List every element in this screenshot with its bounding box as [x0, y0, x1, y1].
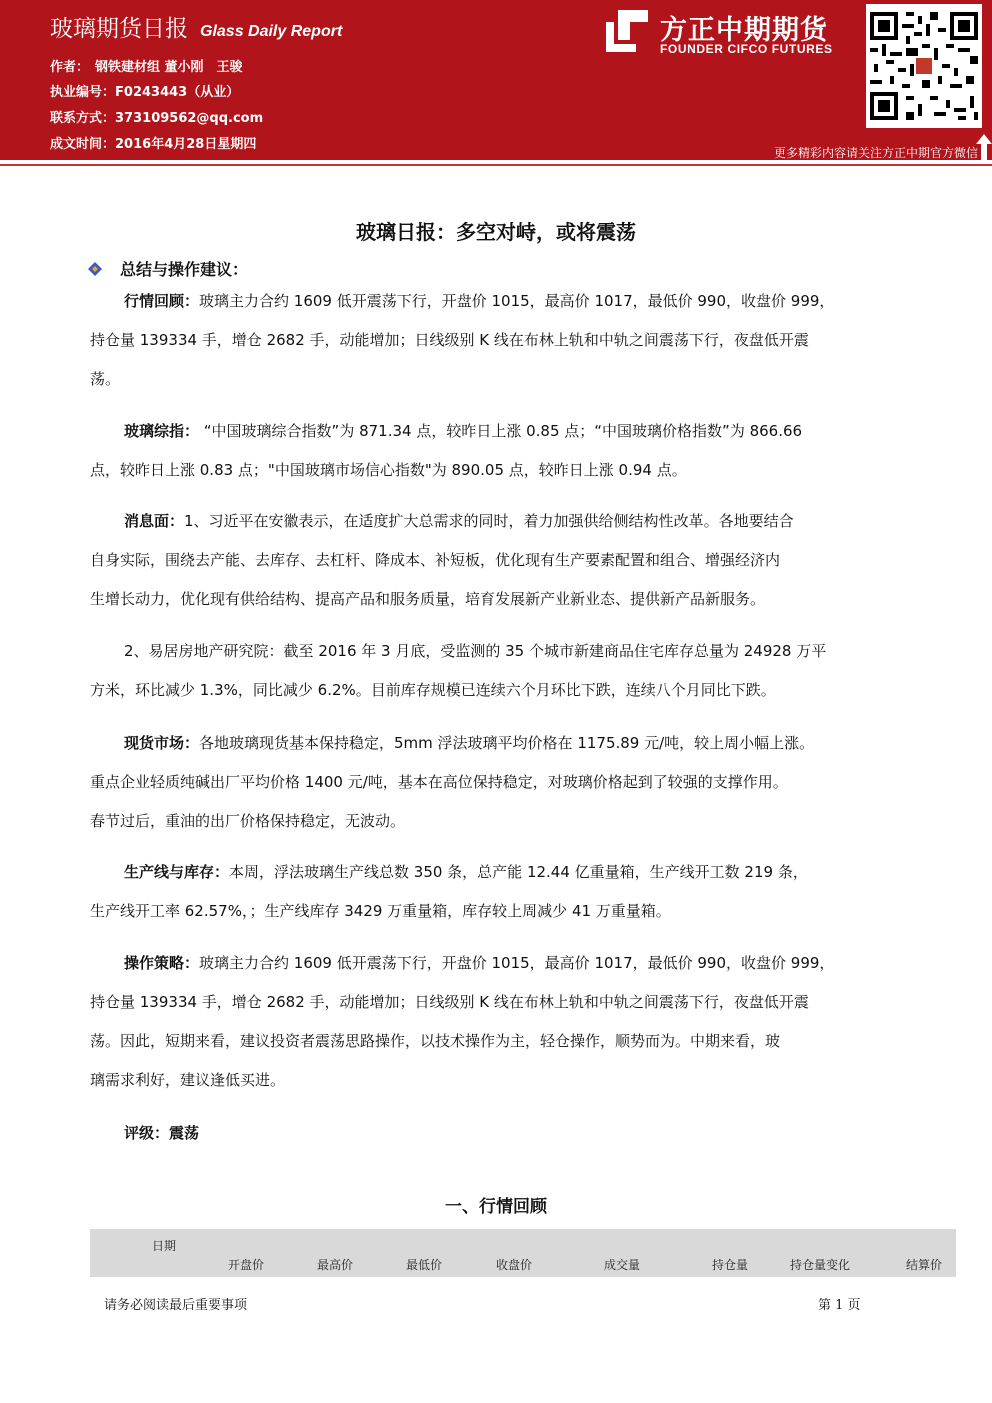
para-label: 操作策略： [124, 954, 200, 972]
text-span: 1、习近平在安徽表示，在适度扩大总需求的同时，着力加强供给侧结构性改革。各地要结合 [184, 512, 794, 530]
meta-label: 执业编号： [50, 85, 116, 100]
company-logo [604, 8, 854, 64]
meta-value[interactable]: 373109562@qq.com [115, 111, 264, 126]
table-header-cell: 最高价 [317, 1258, 354, 1272]
meta-value: 钢铁建材组 董小刚 王骏 [95, 60, 243, 75]
text-line: 重点企业轻质纯碱出厂平均价格 1400 元/吨，基本在高位保持稳定，对玻璃价格起到了较强的支撑作用。 [90, 773, 788, 791]
wechat-follow-tip: 更多精彩内容请关注方正中期官方微信 [773, 146, 978, 160]
meta-contact [50, 107, 263, 126]
para-label: 玻璃综指： [124, 422, 200, 440]
arrow-up-icon [976, 134, 992, 160]
header-divider [0, 164, 992, 166]
text-line: 持仓量 139334 手，增仓 2682 手，动能增加；日线级别 K 线在布林上轨和中轨之间震荡下行，夜盘低开震 [90, 331, 809, 349]
text-line [90, 944, 906, 983]
market-table-header [90, 1229, 956, 1277]
para-label: 生产线与库存： [124, 863, 230, 881]
meta-label: 作者： [50, 60, 90, 75]
paragraph-production [90, 853, 906, 931]
wechat-qr-code-icon [866, 4, 982, 128]
meta-value: 2016年4月28日星期四 [115, 137, 257, 152]
paragraph-news-2 [90, 632, 906, 710]
table-header-cell: 收盘价 [496, 1258, 533, 1272]
page-number: 第 1 页 [818, 1298, 861, 1313]
table-header-cell: 成交量 [604, 1258, 641, 1272]
paragraph-strategy [90, 944, 906, 1100]
text-line [90, 853, 906, 892]
text-span: “中国玻璃综合指数”为 871.34 点，较昨日上涨 0.85 点；“中国玻璃价格指数”为 866.66 [199, 422, 803, 440]
text-line: 生增长动力，优化现有供给结构、提高产品和服务质量，培育发展新产业新业态、提供新产品新服务。 [90, 590, 766, 608]
paragraph-market-review [90, 282, 906, 399]
text-line: 2、易居房地产研究院：截至 2016 年 3 月底，受监测的 35 个城市新建商品住宅库存总量为 24928 万平 [124, 642, 827, 660]
text-span: 玻璃主力合约 1609 低开震荡下行，开盘价 1015，最高价 1017，最低价 990，收盘价 999， [199, 954, 835, 972]
report-title-en: Glass Daily Report [200, 23, 343, 40]
para-label: 消息面： [124, 512, 185, 530]
text-span: 玻璃主力合约 1609 低开震荡下行，开盘价 1015，最高价 1017，最低价 990，收盘价 999， [199, 292, 835, 310]
report-title-cn: 玻璃期货日报 [50, 16, 188, 42]
rating-label: 评级： [124, 1124, 170, 1142]
text-line: 持仓量 139334 手，增仓 2682 手，动能增加；日线级别 K 线在布林上轨和中轨之间震荡下行，夜盘低开震 [90, 993, 809, 1011]
text-line: 自身实际，围绕去产能、去库存、去杠杆、降成本、补短板，优化现有生产要素配置和组合、增强经济内 [90, 551, 781, 569]
text-line [90, 412, 906, 451]
meta-license [50, 81, 239, 100]
rating-value: 震荡 [169, 1124, 200, 1142]
logo-name-en: FOUNDER CIFCO FUTURES [660, 42, 833, 56]
paragraph-glass-index [90, 412, 906, 490]
table-header-cell: 开盘价 [228, 1258, 265, 1272]
text-line: 生产线开工率 62.57%，；生产线库存 3429 万重量箱，库存较上周减少 41 万重量箱。 [90, 902, 671, 920]
paragraph-news [90, 502, 906, 619]
table-header-cell: 最低价 [406, 1258, 443, 1272]
summary-heading-text: 总结与操作建议： [120, 260, 249, 279]
text-span: 各地玻璃现货基本保持稳定，5mm 浮法玻璃平均价格在 1175.89 元/吨，较上周小幅上涨。 [199, 734, 815, 752]
logo-name-cn: 方正中期期货 [660, 15, 828, 46]
text-line: 方米，环比减少 1.3%，同比减少 6.2%。目前库存规模已连续六个月环比下跌，连续八个月同比下跌。 [90, 681, 776, 699]
table-header-cell: 持仓量 [712, 1258, 749, 1272]
para-label: 现货市场： [124, 734, 200, 752]
report-header [0, 0, 992, 160]
founder-logo-icon [604, 8, 650, 54]
table-header-cell: 结算价 [906, 1258, 943, 1272]
paragraph-spot-market [90, 724, 906, 841]
text-line: 点，较昨日上涨 0.83 点；"中国玻璃市场信心指数"为 890.05 点，较昨日上涨 0.94 点。 [90, 461, 687, 479]
text-line: 璃需求利好，建议逢低买进。 [90, 1071, 286, 1089]
meta-value: F0243443（从业） [115, 85, 240, 100]
text-line [90, 502, 906, 541]
text-line: 荡。 [90, 370, 121, 388]
meta-label: 联系方式： [50, 111, 116, 126]
diamond-bullet-icon [88, 262, 102, 276]
text-line [90, 724, 906, 763]
summary-heading [88, 257, 248, 280]
footer-disclaimer: 请务必阅读最后重要事项 [104, 1298, 248, 1313]
text-span: 本周，浮法玻璃生产线总数 350 条，总产能 12.44 亿重量箱，生产线开工数 219 条， [229, 863, 808, 881]
meta-label: 成文时间： [50, 137, 116, 152]
text-line: 荡。因此，短期来看，建议投资者震荡思路操作，以技术操作为主，轻仓操作，顺势而为。中期来看，玻 [90, 1032, 781, 1050]
report-title [50, 10, 342, 43]
text-line [90, 282, 906, 321]
table-header-cell: 日期 [152, 1239, 177, 1253]
meta-author [50, 56, 243, 75]
text-line: 春节过后，重油的出厂价格保持稳定，无波动。 [90, 812, 406, 830]
table-header-cell: 持仓量变化 [790, 1258, 851, 1272]
section-title-market-review: 一、行情回顾 [445, 1197, 547, 1217]
document-title: 玻璃日报：多空对峙，或将震荡 [356, 220, 636, 244]
para-label: 行情回顾： [124, 292, 200, 310]
rating [124, 1122, 199, 1143]
meta-date [50, 133, 256, 152]
